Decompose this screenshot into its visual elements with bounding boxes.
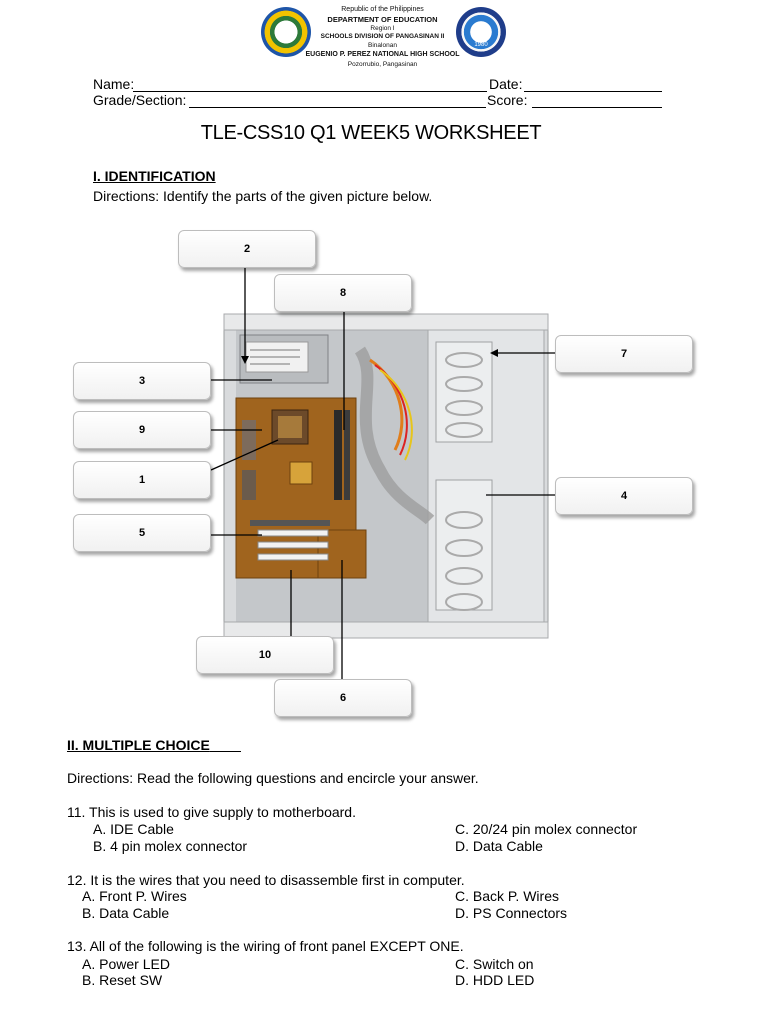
question-11: 11. This is used to give supply to motherboard. xyxy=(67,804,356,820)
label-box-9[interactable]: 9 xyxy=(73,411,211,449)
question-11-option-c[interactable]: C. 20/24 pin molex connector xyxy=(455,821,638,837)
multiple-choice-heading: II. MULTIPLE CHOICE xyxy=(67,737,210,753)
question-11-option-b[interactable]: B. 4 pin molex connector xyxy=(93,838,248,854)
label-box-4[interactable]: 4 xyxy=(555,477,693,515)
label-box-6[interactable]: 6 xyxy=(274,679,412,717)
question-13-option-b[interactable]: B. Reset SW xyxy=(82,972,163,988)
question-13-option-a[interactable]: A. Power LED xyxy=(82,956,170,972)
question-13: 13. All of the following is the wiring of front panel EXCEPT ONE. xyxy=(67,938,464,954)
question-12-option-d[interactable]: D. PS Connectors xyxy=(455,905,568,921)
label-box-8[interactable]: 8 xyxy=(274,274,412,312)
question-13-option-d[interactable]: D. HDD LED xyxy=(455,972,535,988)
label-box-1[interactable]: 1 xyxy=(73,461,211,499)
question-12-option-a[interactable]: A. Front P. Wires xyxy=(82,888,187,904)
name-label: Name: xyxy=(93,76,135,92)
header-address: Pozorrubio, Pangasinan xyxy=(347,61,418,68)
label-box-7[interactable]: 7 xyxy=(555,335,693,373)
header-deped: DEPARTMENT OF EDUCATION xyxy=(327,15,438,24)
label-box-3[interactable]: 3 xyxy=(73,362,211,400)
question-11-option-a[interactable]: A. IDE Cable xyxy=(93,821,174,837)
question-12-option-b[interactable]: B. Data Cable xyxy=(82,905,170,921)
label-box-10[interactable]: 10 xyxy=(196,636,334,674)
school-seal-year: 1980 xyxy=(474,42,488,48)
header-municipality: Binalonan xyxy=(368,42,397,49)
ram-slots xyxy=(334,410,342,500)
hard-drive-bays xyxy=(436,480,492,610)
question-12: 12. It is the wires that you need to disassemble first in computer. xyxy=(67,872,465,888)
expansion-slots xyxy=(258,530,328,536)
multiple-choice-directions: Directions: Read the following questions and encircle your answer. xyxy=(67,770,479,786)
identification-heading: I. IDENTIFICATION xyxy=(93,168,216,184)
date-label: Date: xyxy=(489,76,523,92)
question-11-option-d[interactable]: D. Data Cable xyxy=(455,838,543,854)
header-republic: Republic of the Philippines xyxy=(341,6,424,13)
header-region: Region I xyxy=(370,25,395,32)
worksheet-title: TLE-CSS10 Q1 WEEK5 WORKSHEET xyxy=(200,122,542,144)
grade-section-label: Grade/Section: xyxy=(93,92,187,108)
identification-directions: Directions: Identify the parts of the given picture below. xyxy=(93,188,433,204)
score-label: Score: xyxy=(487,92,528,108)
label-box-2[interactable]: 2 xyxy=(178,230,316,268)
label-box-5[interactable]: 5 xyxy=(73,514,211,552)
header-division: SCHOOLS DIVISION OF PANGASINAN II xyxy=(320,33,445,40)
question-12-option-c[interactable]: C. Back P. Wires xyxy=(455,888,559,904)
header-school-name: EUGENIO P. PEREZ NATIONAL HIGH SCHOOL xyxy=(305,51,460,58)
question-13-option-c[interactable]: C. Switch on xyxy=(455,956,534,972)
